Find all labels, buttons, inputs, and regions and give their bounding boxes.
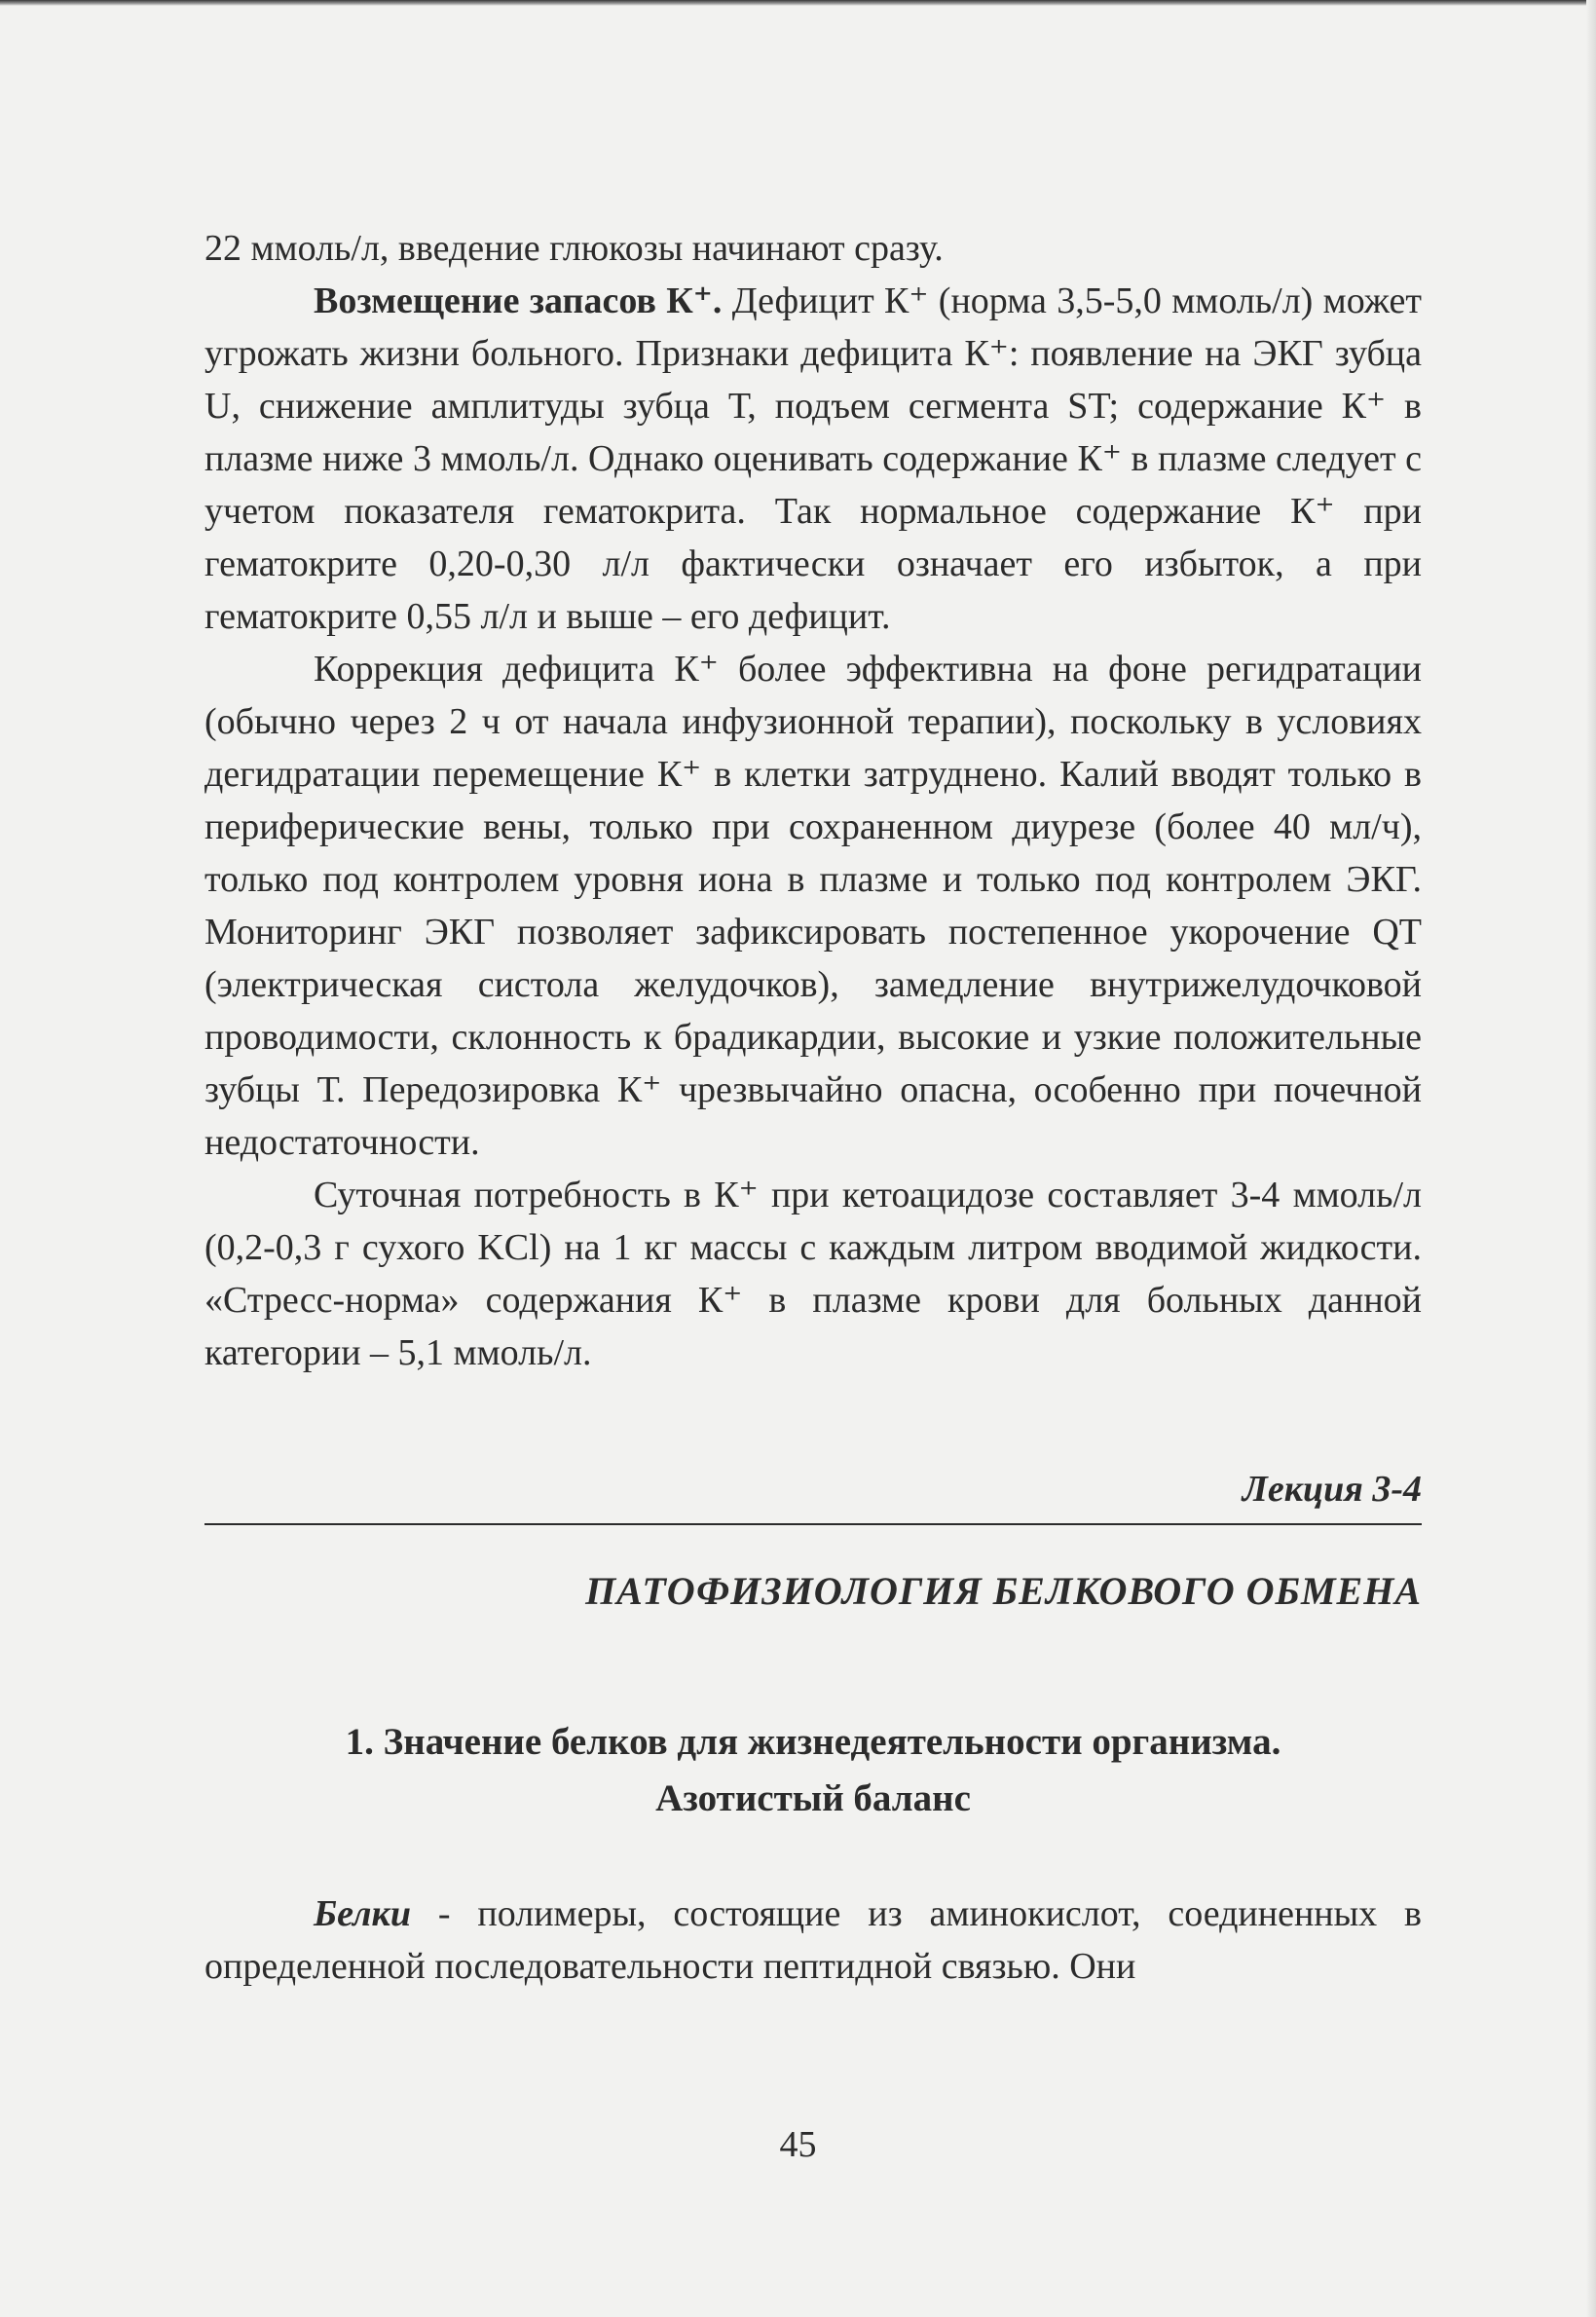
lecture-label: Лекция 3-4 xyxy=(1242,1469,1422,1510)
chapter-title: ПАТОФИЗИОЛОГИЯ БЕЛКОВОГО ОБМЕНА xyxy=(585,1569,1422,1613)
lecture-divider xyxy=(204,1523,1422,1525)
paragraph-continuation: 22 ммоль/л, введение глюкозы начинают сразу. xyxy=(204,228,944,269)
paragraph-daily-need: Суточная потребность в К⁺ при кетоацидозе составляет 3-4 ммоль/л (0,2-0,3 г сухого KCl) на 1 кг массы с каждым литром вводимой жидкости. «Стресс-норма» содержания К⁺ в плазме крови для больных данной категории – 5,1 ммоль/л. xyxy=(204,1175,1422,1373)
section-title xyxy=(204,1714,1422,1827)
paragraph-correction: Коррекция дефицита К⁺ более эффективна на фоне регидратации (обычно через 2 ч от начала инфузионной терапии), поскольку в условиях дегидратации перемещение К⁺ в клетки затруднено. Калий вводят только в периферические вены, только при сохраненном диурезе (более 40 мл/ч), только под контролем уровня иона в плазме и только под контролем ЭКГ. Мониторинг ЭКГ позволяет зафиксировать постепенное укорочение QT (электрическая систола желудочков), замедление внутрижелудочковой проводимости, склонность к брадикардии, высокие и узкие положительные зубцы Т. Передозировка К⁺ чрезвычайно опасна, особенно при почечной недостаточности. xyxy=(204,649,1422,1163)
section-title-line-1: 1. Значение белков для жизнедеятельности организма. xyxy=(345,1721,1281,1763)
scan-top-edge xyxy=(0,0,1596,6)
page-number: 45 xyxy=(779,2124,817,2165)
paragraph-potassium-text: Дефицит К⁺ (норма 3,5-5,0 ммоль/л) может угрожать жизни больного. Признаки дефицита К⁺: появление на ЭКГ зубца U, снижение амплитуды зубца Т, подъем сегмента ST; содержание К⁺ в плазме ниже 3 ммоль/л. Однако оценивать содержание К⁺ в плазме следует с учетом показателя гематокрита. Так нормальное содержание К⁺ при гематокрите 0,20-0,30 л/л фактически означает его избыток, а при гематокрите 0,55 л/л и выше – его дефицит. xyxy=(204,280,1422,637)
term-proteins: Белки xyxy=(314,1893,411,1934)
paragraph-proteins xyxy=(204,1887,1422,1993)
paragraph-potassium-replacement xyxy=(204,275,1422,643)
paragraph-proteins-text: - полимеры, состоящие из аминокислот, соединенных в определенной последовательности пептидной связью. Они xyxy=(204,1893,1422,1987)
page-content xyxy=(204,222,1422,1993)
section-title-line-2: Азотистый баланс xyxy=(655,1777,971,1819)
inline-heading-potassium: Возмещение запасов К⁺. xyxy=(314,280,723,321)
scan-right-edge xyxy=(1586,0,1596,2317)
